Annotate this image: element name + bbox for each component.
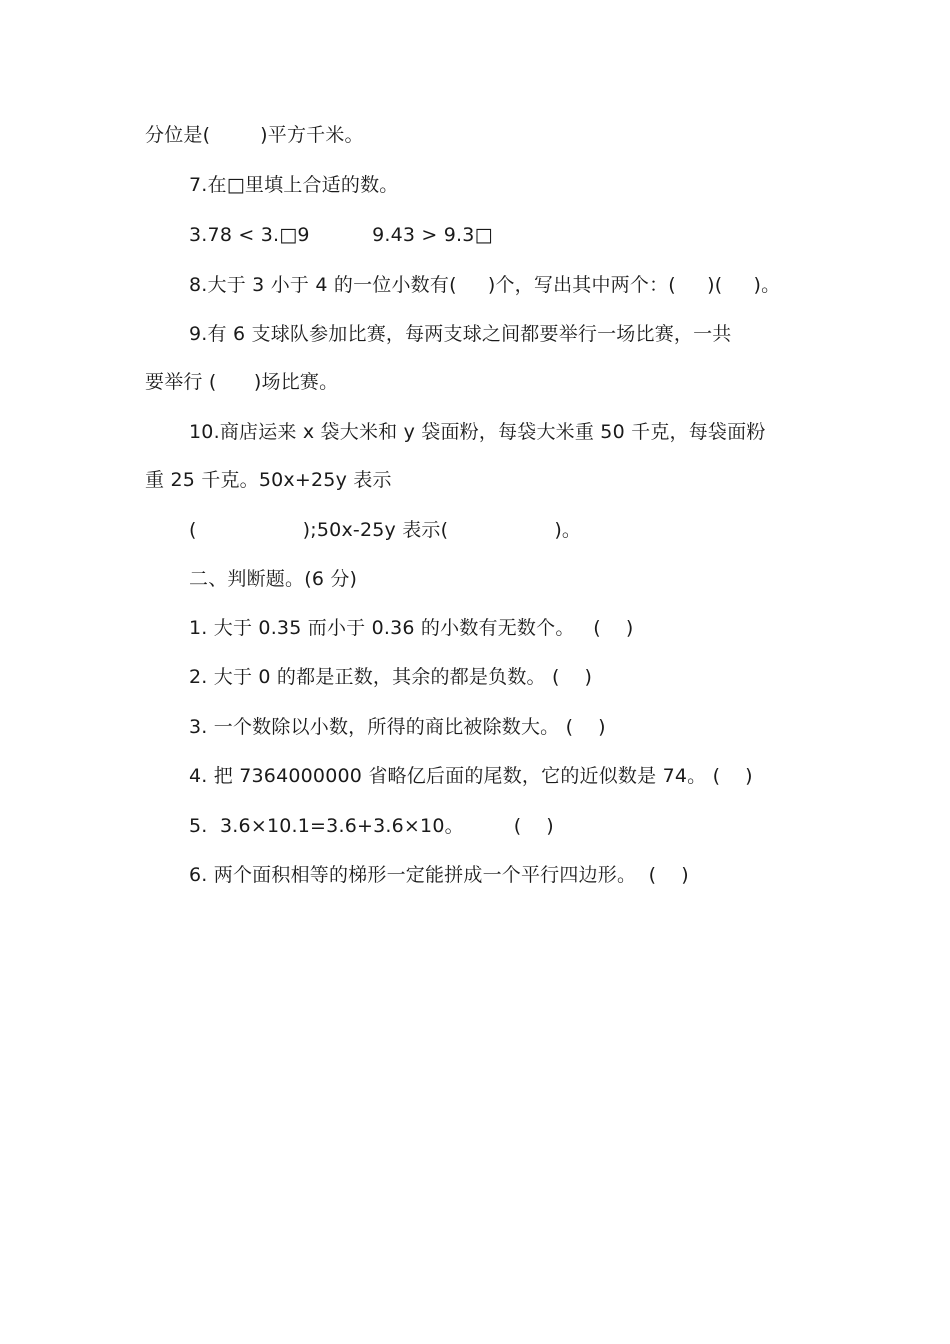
- judgment-item-4: 4. 把 7364000000 省略亿后面的尾数，它的近似数是 74。 ( ): [189, 765, 753, 787]
- judgment-item-1: 1. 大于 0.35 而小于 0.36 的小数有无数个。 ( ): [189, 617, 634, 639]
- judgment-item-6: 6. 两个面积相等的梯形一定能拼成一个平行四边形。 ( ): [189, 864, 689, 886]
- question-10-line-3: ( );50x-25y 表示( )。: [189, 519, 582, 541]
- judgment-item-5: 5. 3.6×10.1=3.6+3.6×10。 ( ): [189, 815, 554, 837]
- judgment-item-2: 2. 大于 0 的都是正数，其余的都是负数。 ( ): [189, 666, 593, 688]
- question-7-title: 7.在□里填上合适的数。: [189, 174, 399, 196]
- question-10-line-2: 重 25 千克。50x+25y 表示: [145, 469, 392, 491]
- question-10-line-1: 10.商店运来 x 袋大米和 y 袋面粉，每袋大米重 50 千克，每袋面粉: [189, 421, 766, 443]
- judgment-item-3: 3. 一个数除以小数，所得的商比被除数大。 ( ): [189, 716, 606, 738]
- question-8: 8.大于 3 小于 4 的一位小数有( )个，写出其中两个：( )( )。: [189, 274, 781, 296]
- section-heading-judgment: 二、判断题。(6 分): [189, 568, 358, 590]
- question-9-line-1: 9.有 6 支球队参加比赛，每两支球之间都要举行一场比赛，一共: [189, 323, 732, 345]
- text-line-fill-unit: 分位是( )平方千米。: [145, 124, 364, 146]
- question-7-expressions: 3.78 < 3.□9 9.43 > 9.3□: [189, 224, 493, 246]
- question-9-line-2: 要举行 ( )场比赛。: [145, 371, 339, 393]
